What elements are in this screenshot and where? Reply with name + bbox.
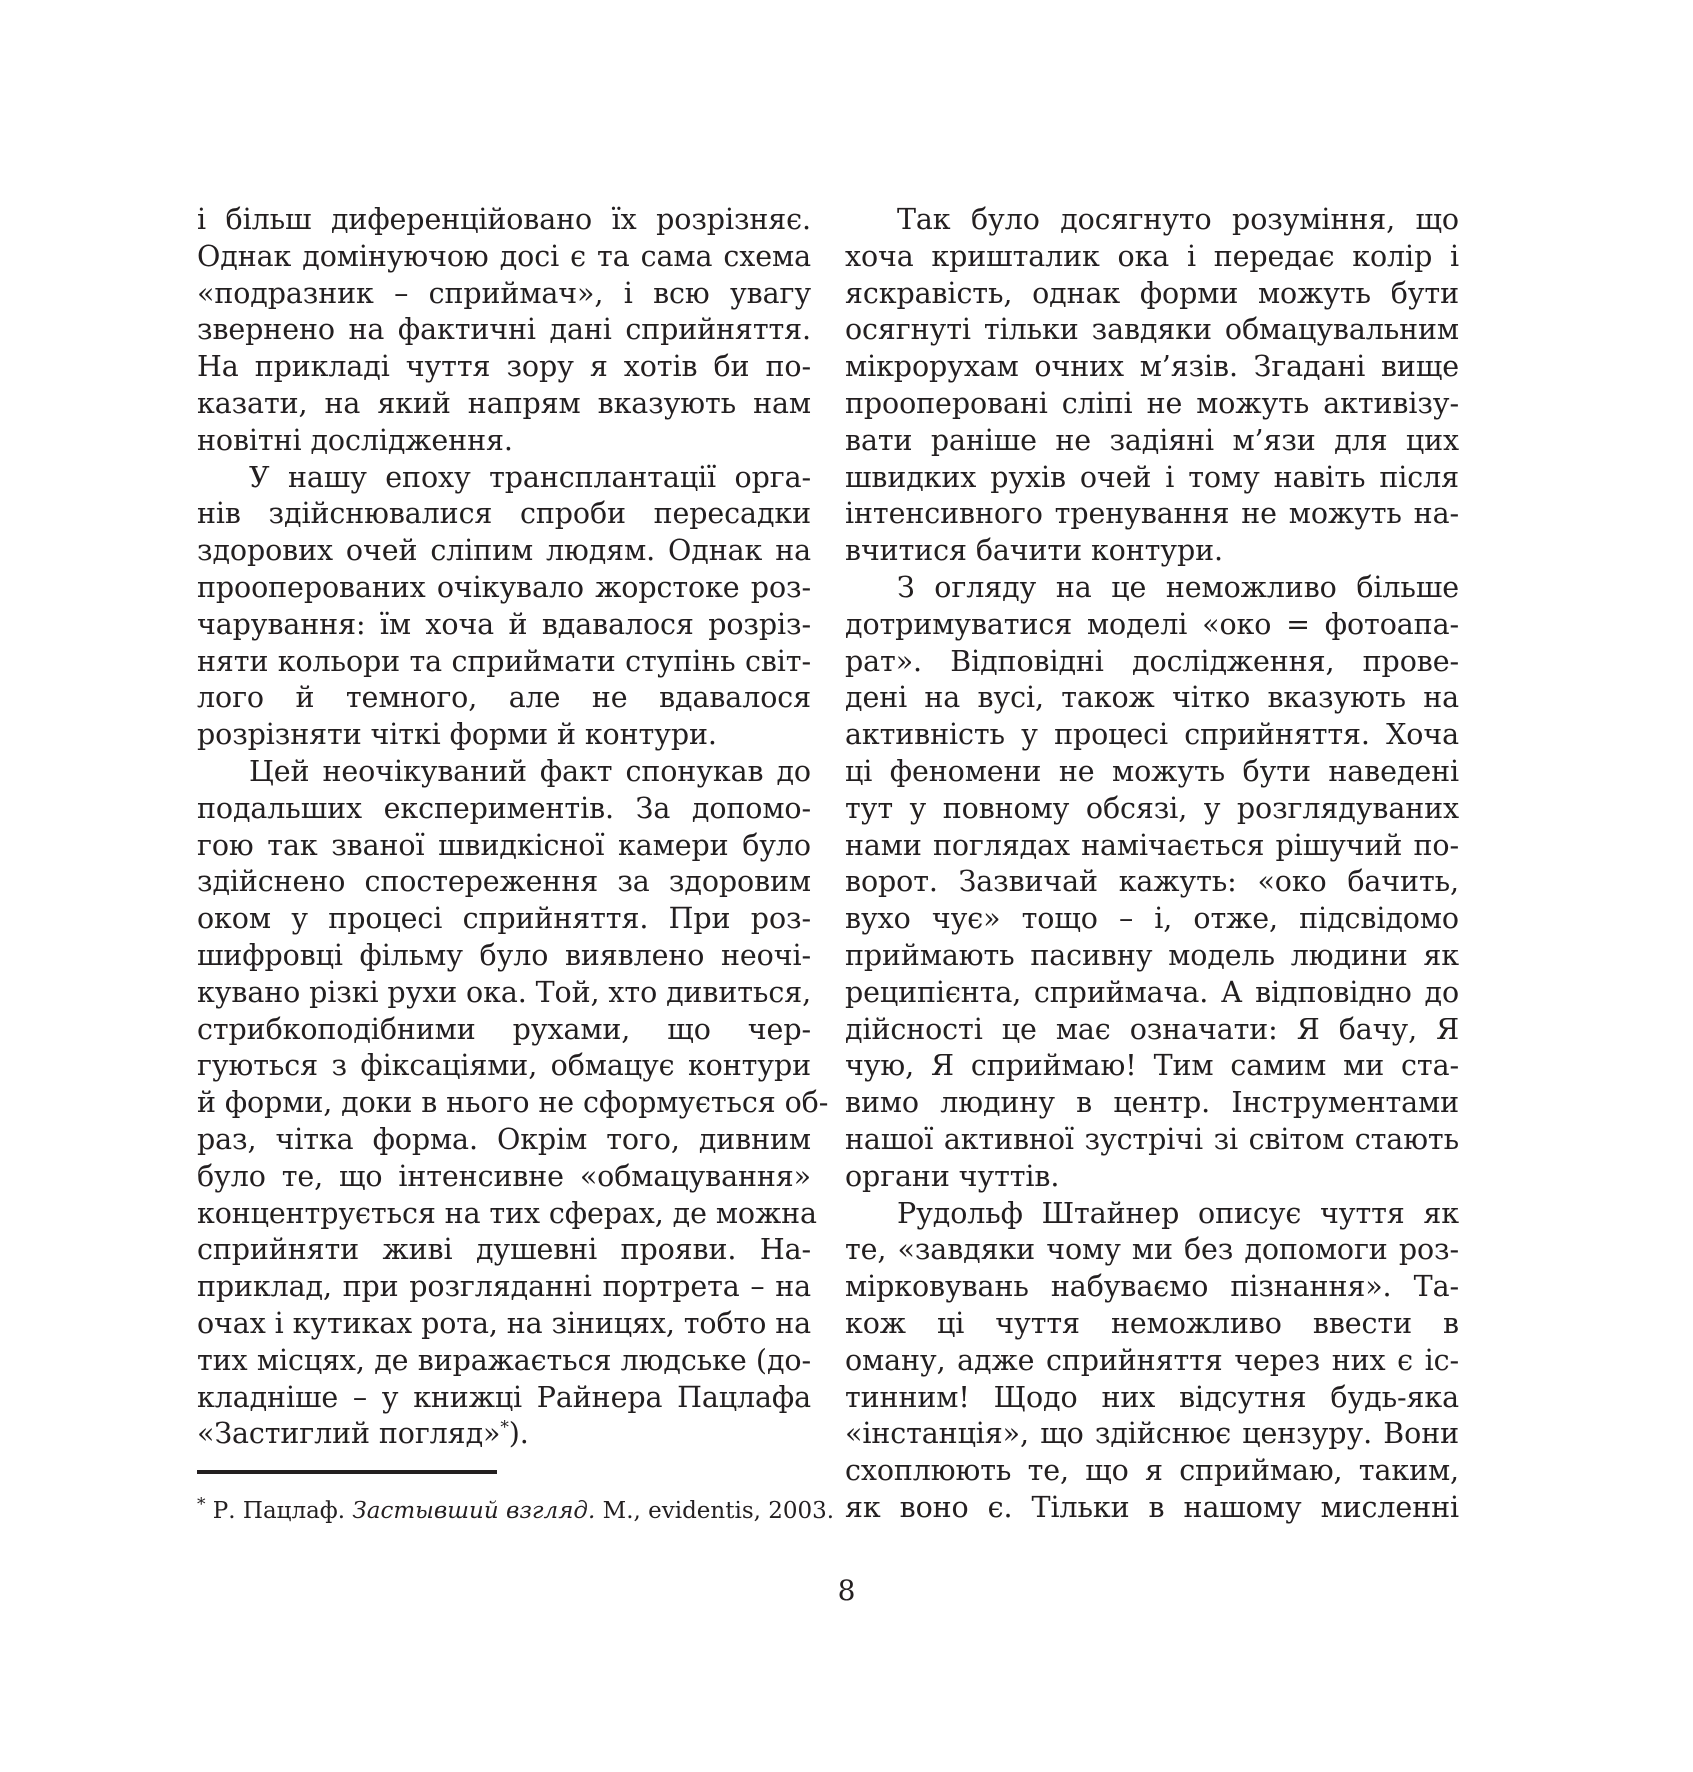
text-line: мірковувань набуваємо пізнання». Та-	[845, 1270, 1459, 1304]
text-line: На прикладі чуття зору я хотів би по-	[197, 350, 811, 384]
text-line: як воно є. Тільки в нашому мисленні	[845, 1490, 1459, 1524]
text-line: дотримуватися моделі «око = фотоапа-	[845, 607, 1459, 641]
text-line: подальших експериментів. За допомо-	[197, 791, 811, 825]
text-line: Цей неочікуваний факт спонукав до	[249, 754, 811, 788]
text-line: тут у повному обсязі, у розглядуваних	[845, 791, 1459, 825]
text-line: чую, Я сприймаю! Тим самим ми ста-	[845, 1049, 1459, 1083]
text-line: казати, на який напрям вказують нам	[197, 386, 811, 420]
text-line: активність у процесі сприйняття. Хоча	[845, 718, 1459, 752]
footnote-author: Р. Пацлаф.	[205, 1498, 353, 1524]
text-line: яскравість, однак форми можуть бути	[845, 276, 1459, 310]
footnote-publisher: М., evidentis, 2003.	[595, 1498, 835, 1524]
text-line: тинним! Щодо них відсутня будь-яка	[845, 1380, 1459, 1414]
text-line: Рудольф Штайнер описує чуття як	[897, 1196, 1459, 1230]
text-line: сприйняти живі душевні прояви. На-	[197, 1233, 811, 1267]
text-line: гою так званої швидкісної камери було	[197, 828, 811, 862]
text-line: органи чуттів.	[845, 1159, 1060, 1193]
text-line: й форми, доки в нього не сформується об-	[197, 1086, 829, 1120]
text-line: очах і кутиках рота, на зіницях, тобто на	[197, 1306, 812, 1340]
footnote-title: Застывший взгляд.	[352, 1498, 596, 1524]
text-line: осягнуті тільки завдяки обмацувальним	[845, 313, 1459, 347]
text-line: хоча кришталик ока і передає колір і	[845, 239, 1459, 273]
text-line: рат». Відповідні дослідження, прове-	[845, 644, 1459, 678]
left-text-column	[197, 202, 829, 1453]
footnote	[197, 1494, 835, 1526]
text-line: тих місцях, де виражається людське (до-	[197, 1343, 811, 1377]
text-line: те, «завдяки чому ми без допомоги роз-	[845, 1233, 1459, 1267]
text-line: реципієнта, сприймача. А відповідно до	[845, 975, 1459, 1009]
text-line: кувано різкі рухи ока. Той, хто дивиться,	[197, 975, 812, 1009]
text-line: дійсності це має означати: Я бачу, Я	[845, 1012, 1459, 1046]
quoted-book-title: «Застиглий погляд»	[197, 1417, 501, 1451]
text-line: здорових очей сліпим людям. Однак на	[197, 534, 811, 568]
text-line: «подразник – сприймач», і всю увагу	[197, 276, 811, 310]
text-line: розрізняти чіткі форми й контури.	[197, 718, 717, 752]
footnote-divider	[197, 1470, 497, 1474]
text-line: шифровці фільму було виявлено неочі-	[197, 938, 811, 972]
text-line: оману, адже сприйняття через них є іс-	[845, 1343, 1459, 1377]
text-line: вчитися бачити контури.	[845, 534, 1223, 568]
text-line: звернено на фактичні дані сприйняття.	[197, 313, 811, 347]
page-number: 8	[837, 1574, 856, 1607]
text-line: У нашу епоху трансплантації орга-	[249, 460, 811, 494]
text-line: інтенсивного тренування не можуть на-	[845, 497, 1459, 531]
text-line: приймають пасивну модель людини як	[845, 938, 1459, 972]
text-line: нів здійснювалися спроби пересадки	[197, 497, 811, 531]
text-line: нами поглядах намічається рішучий по-	[845, 828, 1459, 862]
text-line: приклад, при розгляданні портрета – на	[197, 1270, 811, 1304]
right-text-column	[845, 202, 1459, 1527]
text-line: лого й темного, але не вдавалося	[197, 681, 811, 715]
text-line: кладніше – у книжці Райнера Пацлафа	[197, 1380, 811, 1414]
text-line: ворот. Зазвичай кажуть: «око бачить,	[845, 865, 1459, 899]
text-line: прооперованих очікувало жорстоке роз-	[197, 570, 811, 604]
text-line: здійснено спостереження за здоровим	[197, 865, 811, 899]
text-line: «інстанція», що здійснює цензуру. Вони	[845, 1417, 1459, 1451]
text-line: швидких рухів очей і тому навіть після	[845, 460, 1459, 494]
text-line: Однак домінуючою досі є та сама схема	[197, 239, 811, 273]
text-line: оком у процесі сприйняття. При роз-	[197, 902, 811, 936]
text-line: дені на вусі, також чітко вказують на	[845, 681, 1459, 715]
text-line: няти кольори та сприймати ступінь світ-	[197, 644, 811, 678]
text-line: кож ці чуття неможливо ввести в	[845, 1306, 1459, 1340]
text-line: З огляду на це неможливо більше	[897, 570, 1459, 604]
text-line: раз, чітка форма. Окрім того, дивним	[197, 1122, 811, 1156]
text-line: новітні дослідження.	[197, 423, 513, 457]
text-line: схоплюють те, що я сприймаю, таким,	[845, 1454, 1459, 1488]
closing-punctuation: ).	[508, 1417, 529, 1451]
text-line: концентрується на тих сферах, де можна	[197, 1196, 817, 1230]
text-line: і більш диференційовано їх розрізняє.	[197, 203, 811, 236]
text-line: гуються з фіксаціями, обмацує контури	[197, 1049, 811, 1083]
text-line: прооперовані сліпі не можуть активізу-	[845, 386, 1459, 420]
text-line: Так було досягнуто розуміння, що	[897, 203, 1459, 236]
text-line	[197, 1416, 811, 1453]
text-line: нашої активної зустрічі зі світом стають	[845, 1122, 1459, 1156]
text-line: вимо людину в центр. Інструментами	[845, 1086, 1459, 1120]
text-line: стрибкоподібними рухами, що чер-	[197, 1012, 811, 1046]
footnote-marker: *	[197, 1494, 206, 1515]
text-line: ці феномени не можуть бути наведені	[845, 754, 1459, 788]
text-line: мікрорухам очних м’язів. Згадані вище	[845, 350, 1459, 384]
text-line: чарування: їм хоча й вдавалося розріз-	[197, 607, 811, 641]
footnote-reference-marker: *	[500, 1417, 509, 1438]
text-line: було те, що інтенсивне «обмацування»	[197, 1159, 811, 1193]
text-line: вухо чує» тощо – і, отже, підсвідомо	[845, 902, 1459, 936]
text-line: вати раніше не задіяні м’язи для цих	[845, 423, 1459, 457]
